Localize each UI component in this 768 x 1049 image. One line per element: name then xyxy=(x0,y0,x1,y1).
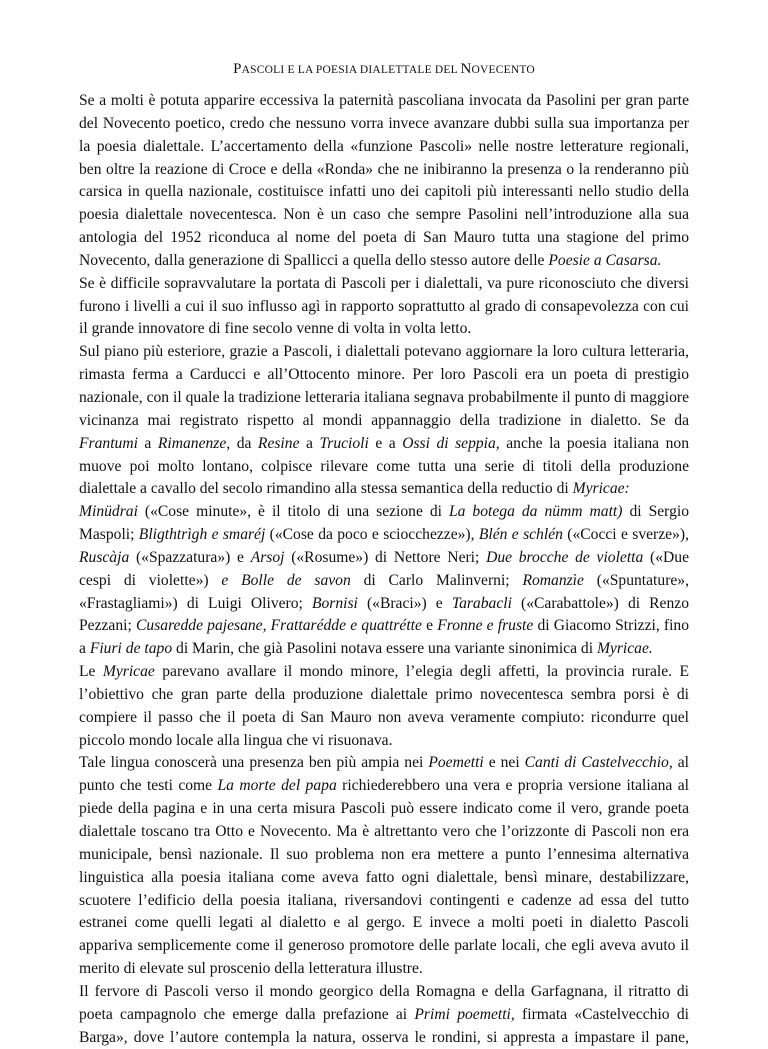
document-page xyxy=(79,58,689,1049)
text-run: a xyxy=(137,434,158,452)
italic-title: Poemetti xyxy=(428,754,484,772)
text-run: anche la poesia italiana non muove poi molto lontano, colpisce rilevare come tutta una serie di titoli della produzione dialettale a cavallo del secolo rimandino alla stessa semantica della reductio di xyxy=(79,434,689,498)
text-run: firmata «Castelvecchio di Barga», dove l’autore contempla la natura, osserva le rondini, si appresta a impastare il pane, xyxy=(79,1005,689,1046)
paragraph-3 xyxy=(79,341,689,501)
paragraph-1 xyxy=(79,90,689,273)
italic-title: Tarabacli xyxy=(451,594,512,612)
text-run: Sul piano più esteriore, grazie a Pascoli, i dialettali potevano aggiornare la loro cultura letteraria, rimasta ferma a Carducci e all’Ottocento minore. Per loro Pascoli era un poeta di prestigio nazionale, con il quale la tradizione letteraria italiana segnava probabilmente il punto di maggiore vicinanza mai registrato rispetto al mondi appannaggio della tradizione in dialetto. Se da xyxy=(79,343,689,429)
text-run: e xyxy=(421,617,438,635)
text-run: («Cocci e sverze»), xyxy=(562,526,689,544)
text-run: e nei xyxy=(483,754,525,772)
text-run: al punto che testi come xyxy=(79,754,689,795)
text-run: da xyxy=(230,434,258,452)
italic-title: Canti di Castelvecchio, xyxy=(524,754,673,772)
title-rest-1: ASCOLI E LA POESIA DIALETTALE DEL xyxy=(241,64,461,76)
text-run: a xyxy=(299,434,320,452)
paragraph-1-italic: Poesie a Casarsa. xyxy=(548,251,662,269)
italic-title: La morte del papa xyxy=(217,777,337,795)
text-run: («Braci») e xyxy=(357,594,452,612)
paragraph-6 xyxy=(79,752,689,980)
text-run: («Rosume») di Nettore Neri; xyxy=(284,548,487,566)
text-run: e a xyxy=(368,434,403,452)
text-run: («Cose da poco e sciocchezze»), xyxy=(265,526,479,544)
text-run: parevano avallare il mondo minore, l’elegia degli affetti, la provincia rurale. E l’obiettivo che gran parte della produzione dialettale primo novecentesca sembra porsi è di compiere il passo che il poeta di San Mauro non aveva veramente compiuto: ricondurre quel piccolo mondo locale alla lingua che vi risuonava. xyxy=(79,663,689,749)
italic-title: Primi poemetti, xyxy=(414,1005,515,1023)
italic-title: Arsoj xyxy=(250,548,285,566)
italic-title: Myricae: xyxy=(572,480,630,498)
text-run: di Carlo Malinverni; xyxy=(350,571,523,589)
italic-title: Ruscàja xyxy=(79,548,130,566)
text-run: («Due cespi di violette») xyxy=(79,548,689,589)
text-run: («Cose minute», è il titolo di una sezione di xyxy=(137,503,449,521)
paragraph-1-text: Se a molti è potuta apparire eccessiva la paternità pascoliana invocata da Pasolini per gran parte del Novecento poetico, credo che nessuno vorra invece avanzare dubbi sulla sua importanza per la poesia dialettale. L’accertamento della «funzione Pascoli» nelle nostre letterature regionali, ben oltre la reazione di Croce e della «Ronda» che ne inibiranno la presenza o la renderanno più carsica in quella nazionale, costituisce infatti uno dei capitoli più interessanti nello studio della poesia dialettale novecentesca. Non è un caso che sempre Pasolini nell’introduzione alla sua antologia del 1952 riconduca al nome del poeta di San Mauro tutta una stagione del primo Novecento, dalla generazione di Spallicci a quella dello stesso autore delle xyxy=(79,92,689,269)
italic-title: Fronne e fruste xyxy=(437,617,534,635)
text-run: («Spazzatura») e xyxy=(129,548,251,566)
italic-title: Myricae. xyxy=(596,640,653,658)
italic-title: Minüdrai xyxy=(79,503,138,521)
page-title xyxy=(79,58,689,80)
paragraph-4 xyxy=(79,501,689,661)
text-run: Le xyxy=(79,663,103,681)
italic-title: Fiuri de tapo xyxy=(89,640,173,658)
italic-title: Romanzìe xyxy=(522,571,584,589)
text-run: Tale lingua conoscerà una presenza ben più ampia nei xyxy=(79,754,429,772)
italic-title: Bligthtrìgh e smaréj xyxy=(138,526,266,544)
italic-title: Rimanenze, xyxy=(157,434,231,452)
title-cap-2: N xyxy=(460,61,472,77)
italic-title: Myricae xyxy=(102,663,155,681)
paragraph-2: Se è difficile sopravvalutare la portata di Pascoli per i dialettali, va pure riconosciuto che diversi furono i livelli a cui il suo influsso agì in rapporto soprattutto al grado di consapevolezza con cui il grande innovatore di fine secolo venne di volta in volta letto. xyxy=(79,274,689,338)
text-run: di Marin, che già Pasolini notava essere una variante sinonimica di xyxy=(172,640,597,658)
italic-title: Cusaredde pajesane, Frattarédde e quattrétte xyxy=(136,617,422,635)
italic-title: Resine xyxy=(257,434,300,452)
text-run: («Carabattole») di Renzo Pezzani; xyxy=(79,594,689,635)
italic-title: e Bolle de savon xyxy=(221,571,351,589)
italic-title: Blén e schlén xyxy=(478,526,563,544)
text-run: di Giacomo Strizzi, fino a xyxy=(79,617,690,658)
italic-title: Ossi di seppia, xyxy=(402,434,500,452)
text-run: di Sergio Maspoli; xyxy=(79,503,689,544)
text-run: («Spuntature», «Frastagliami») di Luigi Olivero; xyxy=(79,571,689,612)
title-rest-2: OVECENTO xyxy=(471,64,535,76)
italic-title: Trucioli xyxy=(319,434,369,452)
text-run: Il fervore di Pascoli verso il mondo georgico della Romagna e della Garfagnana, il ritratto di poeta campagnolo che emerge dalla prefazione ai xyxy=(79,982,689,1023)
text-run: richiederebbero una vera e propria versione italiana al piede della pagina e in una certa misura Pascoli può essere indicato come il vero, grande poeta dialettale toscano tra Otto e Novecento. Ma è altrettanto vero che l’orizzonte di Pascoli non era municipale, bensì nazionale. Il suo problema non era mettere a punto l’ennesima alternativa linguistica alla poesia italiana come aveva fatto ogni dialettale, bensì minare, destabilizzare, scuotere l’edificio della poesia italiana, riversandovi contingenti e cadenze ad essa del tutto estranei come quelli legati al dialetto e al gergo. E invece a molti poeti in dialetto Pascoli appariva semplicemente come il generoso promotore delle parlate locali, che egli aveva avuto il merito di elevate sul proscenio della letteratura illustre. xyxy=(79,777,689,978)
italic-title: Bornisi xyxy=(311,594,358,612)
italic-title: Due brocche de violetta xyxy=(486,548,644,566)
paragraph-5 xyxy=(79,661,689,752)
title-cap-1: P xyxy=(233,61,242,77)
paragraph-7 xyxy=(79,981,689,1049)
italic-title: Frantumi xyxy=(79,434,138,452)
italic-title: La botega da nümm matt) xyxy=(448,503,623,521)
